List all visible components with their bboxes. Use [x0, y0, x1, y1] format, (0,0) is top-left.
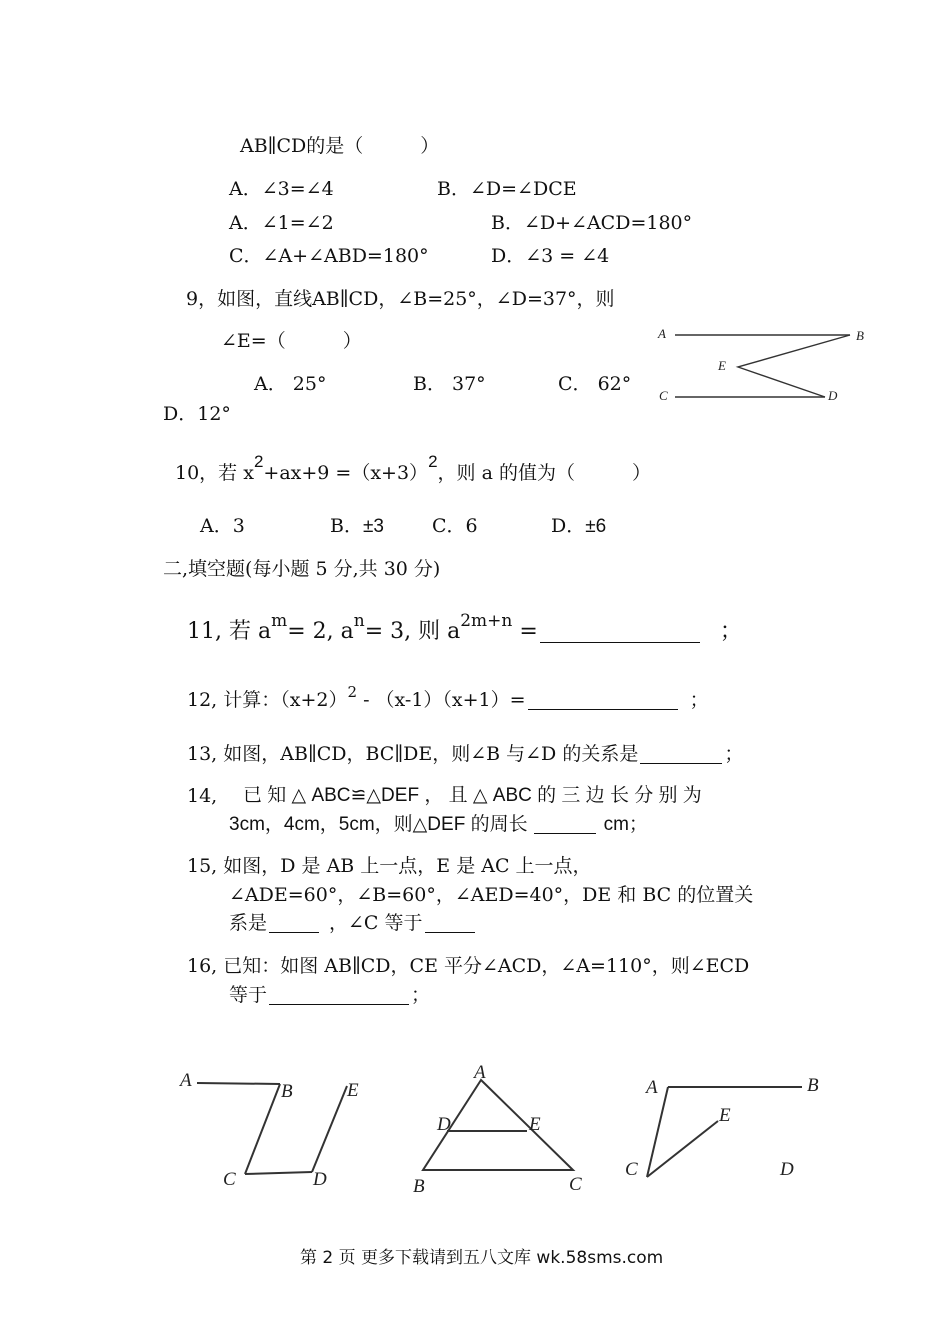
q13-label-a: A: [180, 1070, 192, 1091]
q9-option-d: D．12°: [163, 403, 231, 425]
q8-stem: AB∥CD的是（ ）: [240, 135, 440, 157]
q16-answer-blank[interactable]: [269, 986, 409, 1005]
q9-option-b: B． 37°: [413, 373, 486, 395]
q9-option-a: A． 25°: [254, 373, 327, 395]
q14-answer-blank[interactable]: [534, 815, 596, 834]
q12-text-mid: - （x-1）（x+1）=: [357, 689, 526, 711]
q9-label-b: B: [856, 328, 864, 343]
q12-answer-blank[interactable]: [528, 691, 678, 710]
q13-label-d: D: [313, 1169, 327, 1190]
q12-text-pre: 12, 计算：（x+2）: [187, 689, 348, 711]
q11-text-pre: 11, 若 a: [187, 619, 272, 644]
q16-line-2-post: ；: [411, 984, 431, 1006]
q11-exp-n: n: [353, 611, 365, 631]
q9-label-c: C: [659, 388, 668, 403]
q16-label-b: B: [807, 1075, 819, 1096]
q10-exponent-2: 2: [428, 452, 438, 471]
q14-line-2-pre: 3cm，4cm，5cm，则△DEF 的周长: [229, 814, 528, 835]
q16-figure: [620, 1065, 840, 1185]
q10-option-d: [551, 517, 606, 536]
q15-label-d: D: [437, 1114, 451, 1135]
q16-label-a: A: [646, 1077, 658, 1098]
q10-option-d-value: ±6: [585, 516, 607, 537]
q8-option-b: B．∠D=∠DCE: [437, 178, 577, 200]
q15-label-b: B: [413, 1176, 425, 1197]
q10-option-b: [330, 517, 384, 536]
q13-text: 13, 如图，AB∥CD，BC∥DE，则∠B 与∠D 的关系是: [187, 743, 639, 765]
q10-text-post: ，则 a 的值为（ ）: [437, 462, 651, 484]
q15-label-a: A: [474, 1062, 486, 1083]
q10-option-c: C．6: [432, 515, 478, 537]
q15-answer-blank-1[interactable]: [269, 914, 319, 933]
q13-answer-blank[interactable]: [640, 745, 722, 764]
q15-line-3: [229, 914, 477, 933]
q9-figure: [650, 320, 880, 403]
q14-number: 14,: [187, 785, 218, 807]
q16-line-2: [229, 986, 430, 1005]
q13-label-b: B: [281, 1081, 293, 1102]
q9-label-d: D: [828, 388, 838, 403]
q15-answer-blank-2[interactable]: [425, 914, 475, 933]
q9-label-e: E: [718, 358, 726, 373]
q11-text-mid2: = 3, 则 a: [364, 619, 461, 644]
q8-option-a: A．∠3=∠4: [229, 178, 334, 200]
q10-option-b-prefix: B．: [330, 515, 363, 537]
q9-option-c: C． 62°: [558, 373, 632, 395]
q10-option-d-prefix: D．: [551, 515, 586, 537]
q15-line-3-mid: ，∠C 等于: [329, 912, 423, 934]
q11-text-eq: =: [512, 619, 538, 644]
q10-stem: [175, 452, 651, 484]
q8-option-a-alt: A．∠1=∠2: [229, 212, 334, 234]
q10-text-pre: 10，若 x: [175, 462, 254, 484]
q9-stem-answer: ∠E=（ ）: [221, 330, 362, 352]
q11-text-end: ；: [719, 619, 742, 644]
q10-exponent-1: 2: [253, 452, 264, 471]
q16-label-d: D: [780, 1159, 794, 1180]
q16-label-e: E: [719, 1105, 731, 1126]
q12: [187, 683, 709, 711]
q11-exp-m: m: [271, 611, 288, 631]
q15-figure: [405, 1060, 595, 1200]
q8-option-d: D．∠3 = ∠4: [491, 245, 610, 267]
q16-line-2-pre: 等于: [229, 984, 268, 1006]
q15-line-2: ∠ADE=60°，∠B=60°，∠AED=40°，DE 和 BC 的位置关: [229, 884, 754, 906]
q11-text-mid1: = 2, a: [287, 619, 354, 644]
q12-text-end: ；: [689, 689, 709, 711]
q9-label-a: A: [658, 326, 666, 341]
q13-label-c: C: [223, 1169, 236, 1190]
q13-figure: [175, 1060, 375, 1190]
q11: [187, 611, 742, 644]
q10-option-a: A．3: [200, 515, 245, 537]
q14-line-2-post: cm；: [603, 814, 648, 835]
q12-exponent: 2: [347, 683, 358, 701]
q15-label-e: E: [529, 1114, 541, 1135]
q11-exp-2mn: 2m+n: [460, 611, 513, 631]
q15-line-1: 15, 如图，D 是 AB 上一点，E 是 AC 上一点，: [187, 855, 592, 877]
q10-text-mid: +ax+9 =（x+3）: [263, 462, 429, 484]
q8-option-b-alt: B．∠D+∠ACD=180°: [491, 212, 693, 234]
q16-line-1: 16, 已知：如图 AB∥CD，CE 平分∠ACD，∠A=110°，则∠ECD: [187, 955, 750, 977]
q15-line-3-pre: 系是: [229, 912, 268, 934]
q11-answer-blank[interactable]: [540, 624, 700, 643]
q14-line-2: [229, 815, 648, 834]
q8-option-c: C．∠A+∠ABD=180°: [229, 245, 429, 267]
q13-text-end: ；: [724, 743, 744, 765]
q13-label-e: E: [347, 1080, 359, 1101]
q13: [187, 745, 743, 764]
page-footer: 第 2 页 更多下载请到五八文库 wk.58sms.com: [300, 1248, 664, 1268]
q15-label-c: C: [569, 1174, 582, 1195]
section-2-title: 二,填空题(每小题 5 分,共 30 分): [163, 558, 441, 580]
q16-label-c: C: [625, 1159, 638, 1180]
q9-stem: 9，如图，直线AB∥CD，∠B=25°，∠D=37°，则: [186, 288, 615, 310]
q14-line-1: 已 知 △ ABC≌△DEF ， 且 △ ABC 的 三 边 长 分 别 为: [243, 785, 702, 806]
q10-option-b-value: ±3: [362, 516, 384, 537]
